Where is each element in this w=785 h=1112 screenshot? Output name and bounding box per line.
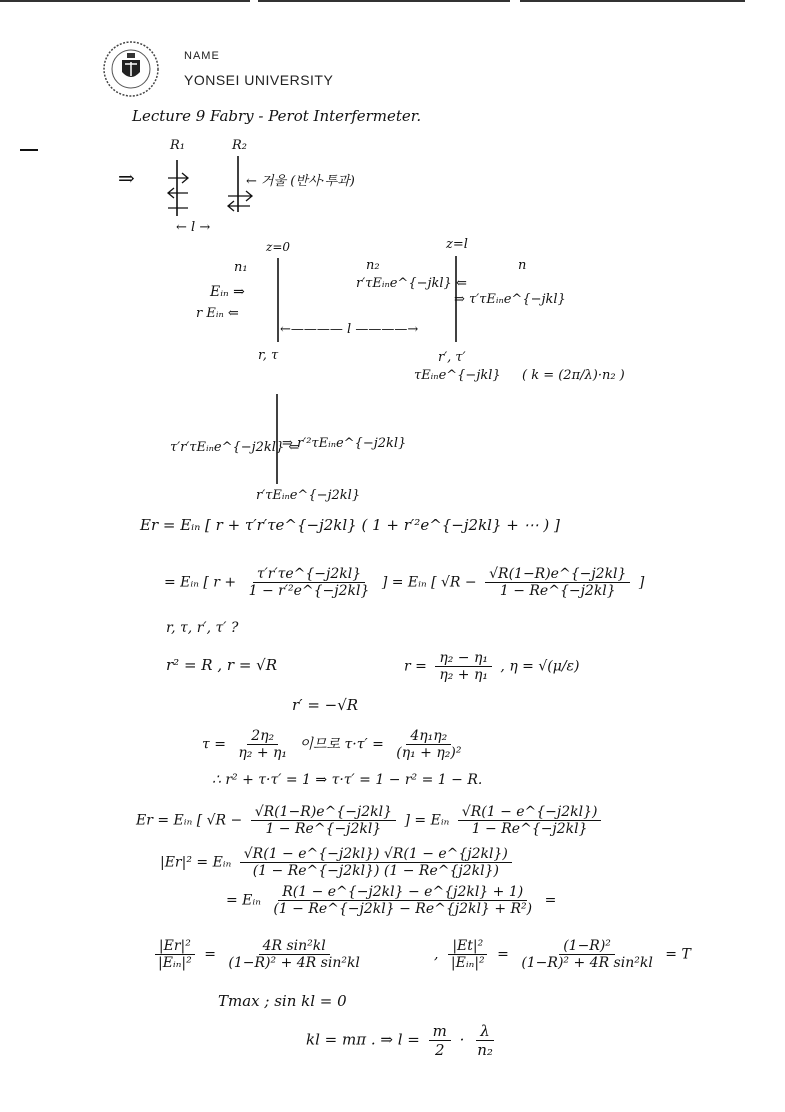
interface-distance: ←———— l ————→ <box>280 322 419 337</box>
fraction <box>251 804 396 837</box>
denominator: (1−R)² + 4R sin²kl <box>228 955 360 971</box>
denominator: 1 − Re^{−j2kl} <box>265 821 382 837</box>
second-reflection-bottom: r′τEᵢₙe^{−j2kl} <box>256 488 361 503</box>
unknown-coefficients-question: r, τ, r′, τ′ ? <box>166 620 239 636</box>
numerator: λ <box>476 1022 494 1041</box>
eq-text: = Eᵢₙ [ r + <box>164 574 237 591</box>
magnitude-expanded-line <box>226 884 556 917</box>
reflected-field-simplified <box>136 804 605 837</box>
zl-label: z=l <box>446 237 468 252</box>
incident-arrow: ⇒ <box>118 166 135 190</box>
incident-field: Eᵢₙ ⇒ <box>210 284 245 300</box>
numerator: 4η₁η₂ <box>406 728 451 745</box>
eq-text: ] = Eᵢₙ <box>404 812 450 829</box>
reflected-field: r Eᵢₙ ⇐ <box>196 306 239 321</box>
fraction <box>234 728 291 761</box>
denominator: η₂ + η₁ <box>238 745 288 761</box>
interface-1-coefficients: r, τ <box>258 348 279 363</box>
numerator: τ′r′τe^{−j2kl} <box>253 566 365 583</box>
n1-label: n₁ <box>234 260 248 275</box>
denominator: 1 − Re^{−j2kl} <box>499 583 616 599</box>
z0-label: z=0 <box>266 240 291 254</box>
eq-text: = T <box>665 946 691 963</box>
denominator: |Eᵢₙ|² <box>450 955 485 971</box>
reflection-coefficient-definition <box>404 650 580 683</box>
name-label: NAME <box>184 50 220 62</box>
n2-label: n₂ <box>366 258 380 273</box>
numerator: 2η₂ <box>247 728 278 745</box>
reflected-series-equation: Er = Eᵢₙ [ r + τ′r′τe^{−j2kl} ( 1 + r′²e^{−j2kl} + ⋯ ) ] <box>140 516 560 534</box>
wavenumber-definition: ( k = (2π/λ)·n₂ ) <box>522 368 625 383</box>
numerator: (1−R)² <box>559 938 615 955</box>
numerator: η₂ − η₁ <box>435 650 492 667</box>
denominator: 1 − Re^{−j2kl} <box>471 821 588 837</box>
mirror-r2-label: R₂ <box>232 138 247 153</box>
eq-text: r = <box>404 658 427 675</box>
eq-text: = <box>204 946 216 963</box>
eq-text: · <box>459 1030 465 1049</box>
fraction <box>473 1022 497 1059</box>
eq-text: , η = √(μ/ε) <box>500 658 580 675</box>
second-reflection-right: ⇒ r′²τEᵢₙe^{−j2kl} <box>282 436 407 451</box>
mirror-note: ← 거울 (반사·투과) <box>246 174 355 189</box>
forward-field: τEᵢₙe^{−jkl} <box>414 368 501 383</box>
mirror-r1-label: R₁ <box>170 138 185 153</box>
denominator: |Eᵢₙ|² <box>158 955 192 971</box>
fraction <box>269 884 536 917</box>
fraction <box>240 846 512 879</box>
numerator: 4R sin²kl <box>259 938 330 955</box>
numerator: |Er|² <box>155 938 195 955</box>
numerator: m <box>429 1022 451 1041</box>
eq-text: |Er|² = Eᵢₙ <box>160 854 232 871</box>
eq-text: 이므로 τ·τ′ = <box>299 736 384 753</box>
denominator: n₂ <box>477 1041 493 1059</box>
denominator: (1 − Re^{−j2kl} − Re^{j2kl} + R²) <box>273 901 533 917</box>
r-prime-definition: r′ = −√R <box>292 696 359 714</box>
eq-text: τ = <box>202 736 226 753</box>
magnitude-squared-line <box>160 846 516 879</box>
numerator: √R(1−R)e^{−j2kl} <box>485 566 630 583</box>
denominator: η₂ + η₁ <box>439 667 488 683</box>
denominator: 2 <box>434 1041 445 1059</box>
tmax-condition: Tmax ; sin kl = 0 <box>218 992 347 1010</box>
fraction <box>154 938 196 971</box>
fraction <box>245 566 374 599</box>
reflectance-relation: r² = R , r = √R <box>166 656 278 674</box>
fraction <box>224 938 364 971</box>
eq-text: Er = Eᵢₙ [ √R − <box>136 812 243 829</box>
back-reflected-field: r′τEᵢₙe^{−jkl} ⇐ <box>356 276 467 291</box>
fraction <box>392 728 465 761</box>
eq-text: ] = Eᵢₙ [ √R − <box>381 574 477 591</box>
numerator: |Et|² <box>448 938 487 955</box>
transmission-coefficients <box>202 728 469 761</box>
fraction <box>458 804 602 837</box>
eq-text: = <box>497 946 509 963</box>
transmitted-field: ⇒ τ′τEᵢₙe^{−jkl} <box>454 292 566 307</box>
eq-text: kl = mπ . ⇒ l = <box>306 1030 420 1049</box>
denominator: (1 − Re^{−j2kl}) (1 − Re^{j2kl}) <box>252 863 499 879</box>
interface-2-coefficients: r′, τ′ <box>438 350 466 365</box>
page-title: Lecture 9 Fabry - Perot Interfermeter. <box>132 107 422 125</box>
numerator: √R(1 − e^{−j2kl}) <box>458 804 602 821</box>
energy-conservation-line: ∴ r² + τ·τ′ = 1 ⇒ τ·τ′ = 1 − r² = 1 − R. <box>212 772 483 788</box>
reflected-closed-form <box>164 566 644 599</box>
transmittance-ratio: , $\frac{\text{|Et|²}}{\text{|Eᵢₙ|²}}$ = $\frac{\text{(1−R)²}}{\text{(1−R)² + 4R sin²kl}}$ = T <box>434 938 691 971</box>
university-name: YONSEI UNIVERSITY <box>184 72 334 88</box>
eq-text: = <box>544 892 557 909</box>
second-reflection-left: τ′r′τEᵢₙe^{−j2kl} ⇐ <box>170 440 300 455</box>
fraction <box>485 566 630 599</box>
eq-text: = Eᵢₙ <box>226 892 261 909</box>
reflectance-ratio <box>150 938 368 971</box>
fraction <box>435 650 492 683</box>
numerator: √R(1−R)e^{−j2kl} <box>251 804 396 821</box>
denominator: (η₁ + η₂)² <box>396 745 462 761</box>
numerator: √R(1 − e^{−j2kl}) √R(1 − e^{j2kl}) <box>240 846 512 863</box>
denominator: (1−R)² + 4R sin²kl <box>521 955 653 971</box>
n-label: n <box>518 258 527 273</box>
numerator: R(1 − e^{−j2kl} − e^{j2kl} + 1) <box>278 884 527 901</box>
resonance-condition <box>306 1022 501 1059</box>
fraction <box>447 938 489 971</box>
eq-text: ] <box>638 574 645 591</box>
fraction <box>517 938 657 971</box>
cavity-length-label: ← l → <box>176 220 211 235</box>
denominator: 1 − r′²e^{−j2kl} <box>248 583 370 599</box>
fraction <box>429 1022 451 1059</box>
